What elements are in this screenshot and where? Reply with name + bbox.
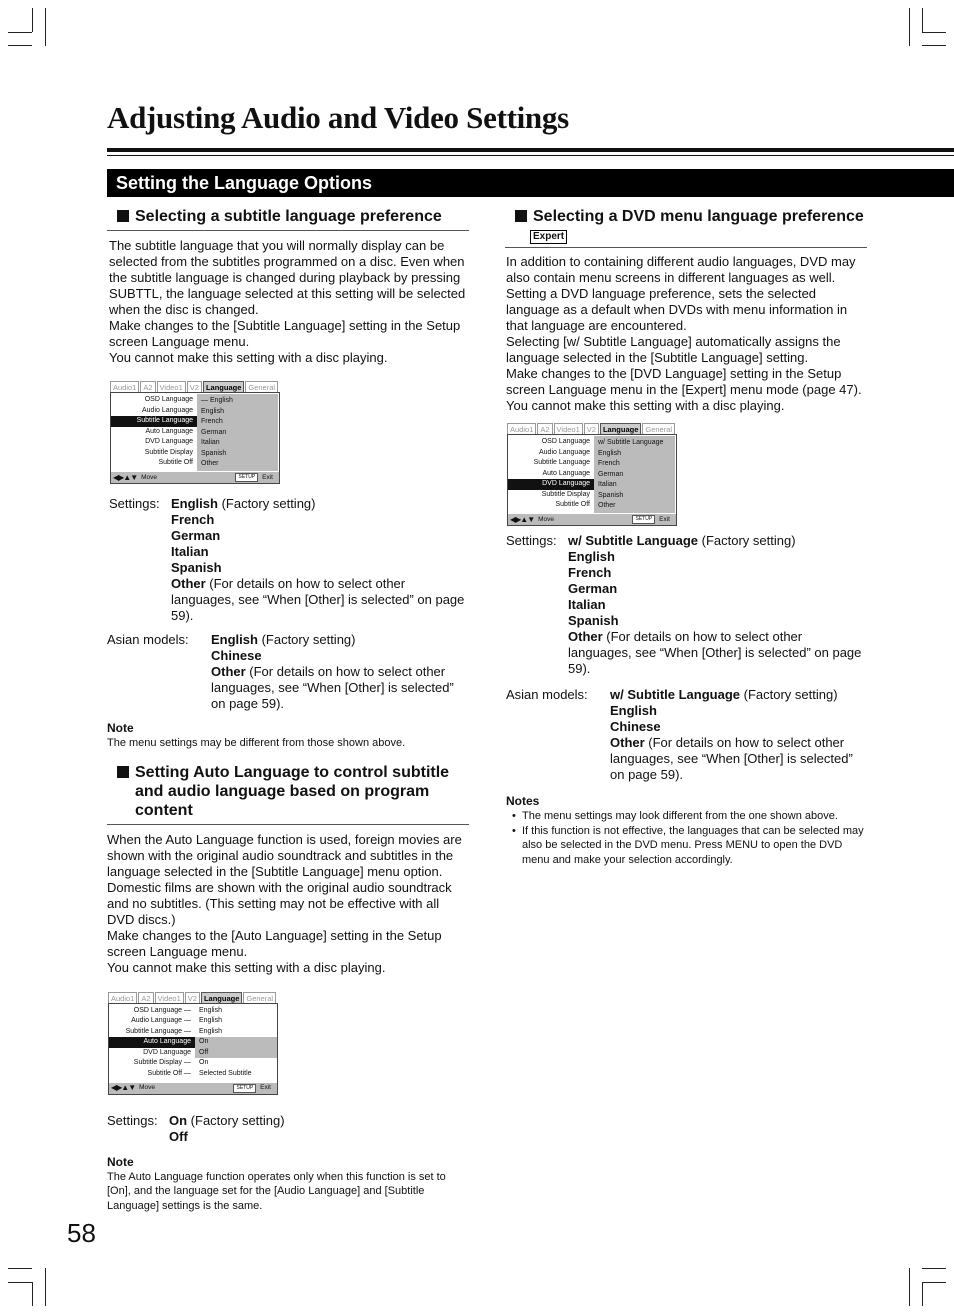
settings-values (169, 1113, 285, 1145)
dvd-heading-text: Selecting a DVD menu language preference (533, 208, 864, 225)
crop-mark (32, 8, 33, 32)
body-line: when the disc is changed. (109, 302, 259, 317)
menu-value: English (199, 1006, 222, 1014)
body-line: the subtitle language is changed during playback by pressing (109, 270, 461, 285)
asian-item: w/ Subtitle Language (Factory setting) (610, 687, 838, 702)
subtitle-heading (107, 207, 469, 231)
menu-value: Selected Subtitle (199, 1069, 252, 1077)
subtitle-note (107, 720, 469, 751)
menu-value: Other (201, 460, 219, 467)
dvd-notes (505, 793, 867, 867)
square-bullet-icon (515, 210, 527, 222)
menu-label: Audio Language (539, 448, 590, 456)
menu-label: DVD Language (143, 1048, 191, 1056)
setting-item: w/ Subtitle Language (Factory setting) (568, 533, 796, 548)
auto-language-heading (107, 763, 469, 825)
menu-value: English (199, 1027, 222, 1035)
crop-mark (909, 8, 910, 46)
arrows-icon: ◀▶▲▼ (510, 514, 535, 524)
menu-value: On (195, 1037, 277, 1048)
menu-value: Spanish (201, 449, 227, 457)
setting-item: French (568, 565, 612, 580)
menu-value: German (598, 470, 624, 478)
exit-label: Exit (262, 473, 273, 481)
note-text: The Auto Language function operates only when this function is set to [On], and the language set for the [Audio Language] and [Subtitle Language] settings is the same. (107, 1170, 446, 1212)
tab-v2: V2 (185, 992, 200, 1003)
crop-mark (922, 45, 946, 46)
note-heading: Note (107, 721, 134, 735)
crop-mark (45, 8, 46, 46)
tab-a2: A2 (537, 423, 552, 434)
setting-item: English (568, 549, 615, 564)
body-line: You cannot make this setting with a disc playing. (506, 398, 785, 413)
body-line: The subtitle language that you will normally display can be (109, 238, 445, 253)
dvd-settings (505, 533, 867, 677)
menu-value: Italian (598, 481, 617, 488)
body-line: selected from the subtitles programmed on a disc. Even when (109, 254, 465, 269)
menu-label: OSD Language (541, 438, 590, 445)
asian-models-label: Asian models: (107, 632, 189, 647)
notes-list (506, 809, 867, 867)
menu-labels (109, 1004, 195, 1094)
square-bullet-icon (117, 210, 129, 222)
setting-item: German (171, 528, 221, 543)
menu-label: DVD Language (145, 438, 193, 445)
tab-language: Language (600, 423, 641, 434)
menu-footer (109, 1083, 277, 1094)
setup-key: SETUP (632, 515, 655, 524)
dvd-asian-models (505, 687, 867, 783)
menu-labels (508, 435, 594, 525)
asian-item: Other (For details on how to select other languages, see “When [Other] is selected” on page 59). (211, 664, 454, 711)
body-line: Domestic films are shown with the original audio soundtrack (107, 879, 452, 895)
section-banner: Setting the Language Options (107, 169, 954, 197)
notes-heading: Notes (506, 794, 540, 808)
body-line: and no subtitles. (This setting may not be effective with all (107, 895, 440, 911)
setting-item: Other (For details on how to select other languages, see “When [Other] is selected” on page 59). (171, 576, 465, 623)
menu-value: Off (195, 1048, 277, 1059)
body-line: When the Auto Language function is used, foreign movies are (107, 831, 462, 847)
arrows-icon: ◀▶▲▼ (111, 1083, 136, 1092)
menu-body (110, 392, 280, 484)
menu-value: w/ Subtitle Language (598, 439, 664, 446)
setting-item: English (Factory setting) (171, 496, 316, 511)
menu-tabs (110, 381, 280, 392)
crop-mark (922, 32, 946, 33)
menu-label: Audio Language — (131, 1017, 191, 1024)
note-item: • The menu settings may look different from the one shown above. (506, 809, 867, 824)
setting-item: Off (169, 1128, 188, 1144)
move-label: Move (139, 1084, 156, 1091)
menu-label: Subtitle Display — (133, 1059, 191, 1066)
tab-audio1: Audio1 (110, 381, 139, 392)
setting-item: Italian (171, 544, 209, 559)
subtitle-asian-models (107, 632, 469, 712)
exit-label: Exit (260, 1084, 271, 1091)
menu-value: German (201, 428, 227, 436)
body-line: Make changes to the [Subtitle Language] setting in the Setup (109, 318, 461, 333)
menu-footer (508, 514, 676, 525)
body-line: screen Language menu. (107, 943, 248, 959)
subtitle-menu-screen (110, 381, 280, 484)
menu-tabs (507, 423, 677, 434)
page-title: Adjusting Audio and Video Settings (107, 100, 569, 135)
tab-video1: Video1 (157, 381, 186, 392)
menu-body (108, 1003, 278, 1095)
crop-mark (909, 1268, 910, 1306)
crop-mark (922, 8, 923, 32)
body-line: Make changes to the [Auto Language] setting in the Setup (107, 927, 442, 943)
menu-value: French (201, 418, 223, 425)
body-line: also contain menu screens in different languages as well. (506, 270, 836, 285)
menu-footer (111, 472, 279, 483)
dvd-heading (505, 207, 867, 226)
menu-label-selected: DVD Language (508, 479, 594, 490)
note-item: • If this function is not effective, the languages that can be selected may also be selected in the DVD menu. Press MENU to open the DVD menu and make your selection accordingly. (506, 824, 867, 868)
menu-value: English (201, 407, 224, 415)
exit-label: Exit (659, 515, 670, 523)
body-line: language as a default when DVDs with menu information in (506, 302, 848, 317)
body-line: screen Language menu. (109, 334, 250, 349)
crop-mark (922, 1282, 923, 1306)
menu-label: Subtitle Off — (147, 1069, 191, 1077)
menu-value: Italian (201, 439, 220, 446)
crop-mark (922, 1282, 946, 1283)
dvd-menu-screen (507, 423, 677, 526)
setting-item: French (171, 512, 215, 527)
auto-note (107, 1154, 469, 1214)
left-column (107, 207, 469, 1213)
auto-settings (107, 1113, 469, 1145)
body-line: You cannot make this setting with a disc playing. (107, 959, 386, 975)
tab-general: General (243, 992, 276, 1003)
menu-label: Auto Language (145, 427, 193, 435)
menu-label-selected: Subtitle Language (111, 416, 197, 427)
tab-audio1: Audio1 (108, 992, 137, 1003)
crop-mark (8, 1268, 32, 1269)
settings-values (171, 496, 469, 624)
menu-value: — English (201, 397, 233, 404)
asian-values (610, 687, 866, 783)
crop-mark (32, 1282, 33, 1306)
setting-item: On (Factory setting) (169, 1112, 285, 1128)
tab-v2: V2 (584, 423, 599, 434)
asian-models-label: Asian models: (506, 687, 588, 702)
crop-mark (8, 45, 32, 46)
menu-label: Subtitle Display (144, 448, 193, 456)
tab-a2: A2 (140, 381, 155, 392)
tab-general: General (245, 381, 278, 392)
tab-language: Language (203, 381, 244, 392)
crop-mark (8, 32, 32, 33)
move-label: Move (538, 515, 555, 523)
menu-label-selected: Auto Language (109, 1037, 195, 1048)
dvd-heading-block (505, 207, 867, 248)
menu-label: Subtitle Display (541, 490, 590, 498)
menu-label: Auto Language (542, 469, 590, 477)
auto-menu-screen (108, 992, 278, 1095)
dvd-body (505, 254, 867, 414)
menu-value: English (199, 1017, 222, 1024)
menu-label: OSD Language — (133, 1006, 191, 1014)
menu-value: On (199, 1059, 209, 1066)
menu-label: Subtitle Language — (125, 1027, 191, 1035)
menu-body (507, 434, 677, 526)
asian-item: Chinese (610, 719, 661, 734)
tab-v2: V2 (187, 381, 202, 392)
auto-language-heading-text: Setting Auto Language to control subtitle and audio language based on program content (135, 763, 450, 819)
tab-language: Language (201, 992, 242, 1003)
page-number: 58 (67, 1218, 96, 1248)
crop-mark (922, 1268, 946, 1269)
menu-labels (111, 393, 197, 483)
right-column (505, 207, 867, 867)
tab-video1: Video1 (155, 992, 184, 1003)
tab-video1: Video1 (554, 423, 583, 434)
title-rule-thin (107, 155, 954, 156)
body-line: Make changes to the [DVD Language] setting in the Setup (506, 366, 842, 381)
body-line: that language are encountered. (506, 318, 687, 333)
arrows-icon: ◀▶▲▼ (113, 472, 138, 482)
move-label: Move (141, 473, 158, 481)
asian-item: Other (For details on how to select other languages, see “When [Other] is selected” on page 59). (610, 735, 853, 782)
title-rule (107, 148, 954, 152)
settings-values (568, 533, 866, 677)
crop-mark (8, 1282, 32, 1283)
setting-item: Spanish (171, 560, 222, 575)
menu-value: Spanish (598, 491, 624, 499)
setting-item: Other (For details on how to select other languages, see “When [Other] is selected” on page 59). (568, 629, 862, 676)
body-line: shown with the original audio soundtrack and subtitles in the (107, 847, 454, 863)
body-line: You cannot make this setting with a disc playing. (109, 350, 388, 365)
body-line: language selected in the [Subtitle Language] setting. (506, 350, 809, 365)
menu-values (594, 436, 675, 513)
auto-body (107, 832, 469, 976)
body-line: Setting a DVD language preference, sets the selected (506, 286, 817, 301)
menu-values (197, 394, 278, 471)
body-line: In addition to containing different audio languages, DVD may (506, 254, 856, 269)
subtitle-body (107, 238, 469, 366)
note-heading: Note (107, 1154, 134, 1169)
body-line: SUBTTL, the language selected at this setting will be selected (109, 286, 466, 301)
menu-label: Subtitle Off (555, 501, 590, 508)
settings-label: Settings: (506, 533, 557, 548)
tab-audio1: Audio1 (507, 423, 536, 434)
menu-value: French (598, 460, 620, 467)
setting-item: Italian (568, 597, 606, 612)
menu-value: English (598, 449, 621, 457)
tab-a2: A2 (138, 992, 153, 1003)
menu-label: Subtitle Off (158, 459, 193, 466)
asian-item: Chinese (211, 648, 262, 663)
asian-values (211, 632, 465, 712)
menu-tabs (108, 992, 278, 1003)
setting-item: Spanish (568, 613, 619, 628)
setup-key: SETUP (233, 1084, 256, 1093)
menu-value: Other (598, 502, 616, 509)
subtitle-heading-text: Selecting a subtitle language preference (135, 208, 442, 225)
asian-item: English (Factory setting) (211, 632, 356, 647)
body-line: DVD discs.) (107, 911, 176, 927)
note-text: The menu settings may be different from those shown above. (107, 737, 406, 749)
body-line: screen Language menu in the [Expert] menu mode (page 47). (506, 382, 862, 397)
menu-values (195, 1004, 277, 1094)
crop-mark (45, 1268, 46, 1306)
asian-item: English (610, 703, 657, 718)
body-line: language selected in the [Subtitle Language] menu option. (107, 863, 443, 879)
menu-label: Subtitle Language (533, 459, 590, 466)
expert-badge: Expert (530, 230, 567, 244)
menu-label: Audio Language (142, 406, 193, 414)
menu-label: OSD Language (144, 396, 193, 403)
tab-general: General (642, 423, 675, 434)
square-bullet-icon (117, 766, 129, 778)
settings-label: Settings: (109, 496, 160, 511)
setting-item: German (568, 581, 618, 596)
body-line: Selecting [w/ Subtitle Language] automatically assigns the (506, 334, 841, 349)
setup-key: SETUP (235, 473, 258, 482)
settings-label: Settings: (107, 1112, 158, 1128)
subtitle-settings (107, 496, 469, 624)
